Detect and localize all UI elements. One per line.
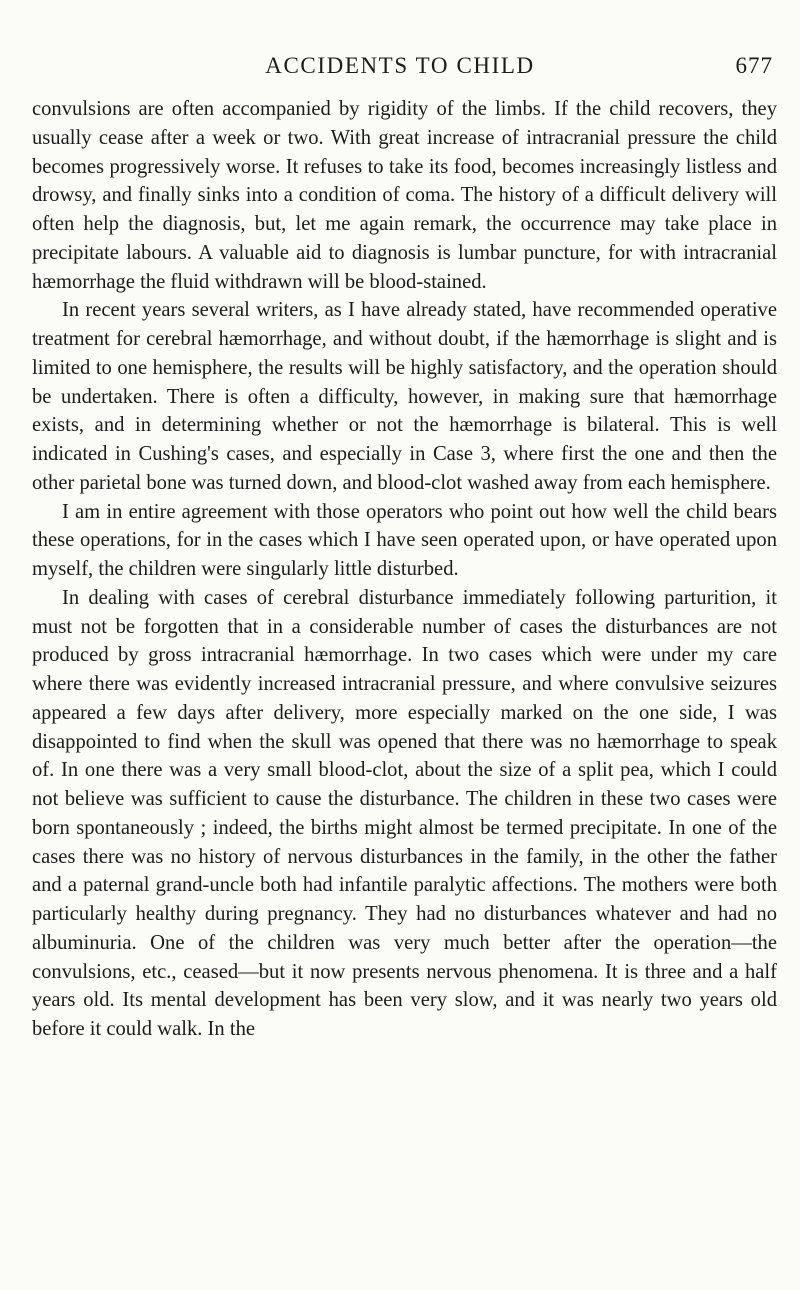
paragraph-cerebral-disturbance: In dealing with cases of cerebral disturbance immediately following parturition, it must not be forgotten that in a considerable number of cases the disturbances are not produced by gross intracranial hæmorrhage. In two cases which were under my care where there was evidently increased intracranial pressure, and where convulsive seizures appeared a few days after delivery, more especially marked on the one side, I was disappointed to find when the skull was opened that there was no hæmorrhage to speak of. In one there was a very small blood-clot, about the size of a split pea, which I could not believe was sufficient to cause the disturbance. The children in these two cases were born spontaneously ; indeed, the births might almost be termed precipitate. In one of the cases there was no history of nervous disturbances in the family, in the other the father and a paternal grand-uncle both had infantile paralytic affections. The mothers were both particularly healthy during pregnancy. They had no disturbances whatever and had no albuminuria. One of the children was very much better after the operation—the convulsions, etc., ceased—but it now presents nervous phenomena. It is three and a half years old. Its mental development has been very slow, and it was nearly two years old before it could walk. In the (32, 586, 777, 1040)
paragraph-continued: convulsions are often accompanied by rigidity of the limbs. If the child recovers, they usually cease after a week or two. With great increase of intracranial pressure the child becomes progressively worse. It refuses to take its food, becomes increasingly listless and drowsy, and finally sinks into a condition of coma. The history of a difficult delivery will often help the diagnosis, but, let me again remark, the occurrence may take place in precipitate labours. A valuable aid to diagnosis is lumbar puncture, for with intracranial hæmorrhage the fluid withdrawn will be blood-stained. (32, 98, 777, 293)
running-header (0, 46, 800, 86)
page-number: 677 (735, 53, 773, 78)
paragraph-operative-treatment: In recent years several writers, as I have already stated, have recommended operative treatment for cerebral hæmorrhage, and without doubt, if the hæmorrhage is slight and is limited to one hemisphere, the results will be highly satisfactory, and the operation should be undertaken. There is often a difficulty, however, in making sure that hæmorrhage exists, and in determining whether or not the hæmorrhage is bilateral. This is well indicated in Cushing's cases, and especially in Case 3, where first the one and then the other parietal bone was turned down, and blood-clot washed away from each hemisphere. (32, 299, 777, 494)
running-title: ACCIDENTS TO CHILD (265, 53, 535, 78)
paragraph-agreement: I am in entire agreement with those operators who point out how well the child bears these operations, for in the cases which I have seen operated upon, or have operated upon myself, the children were singularly little disturbed. (32, 500, 777, 580)
body-text (32, 95, 777, 1044)
